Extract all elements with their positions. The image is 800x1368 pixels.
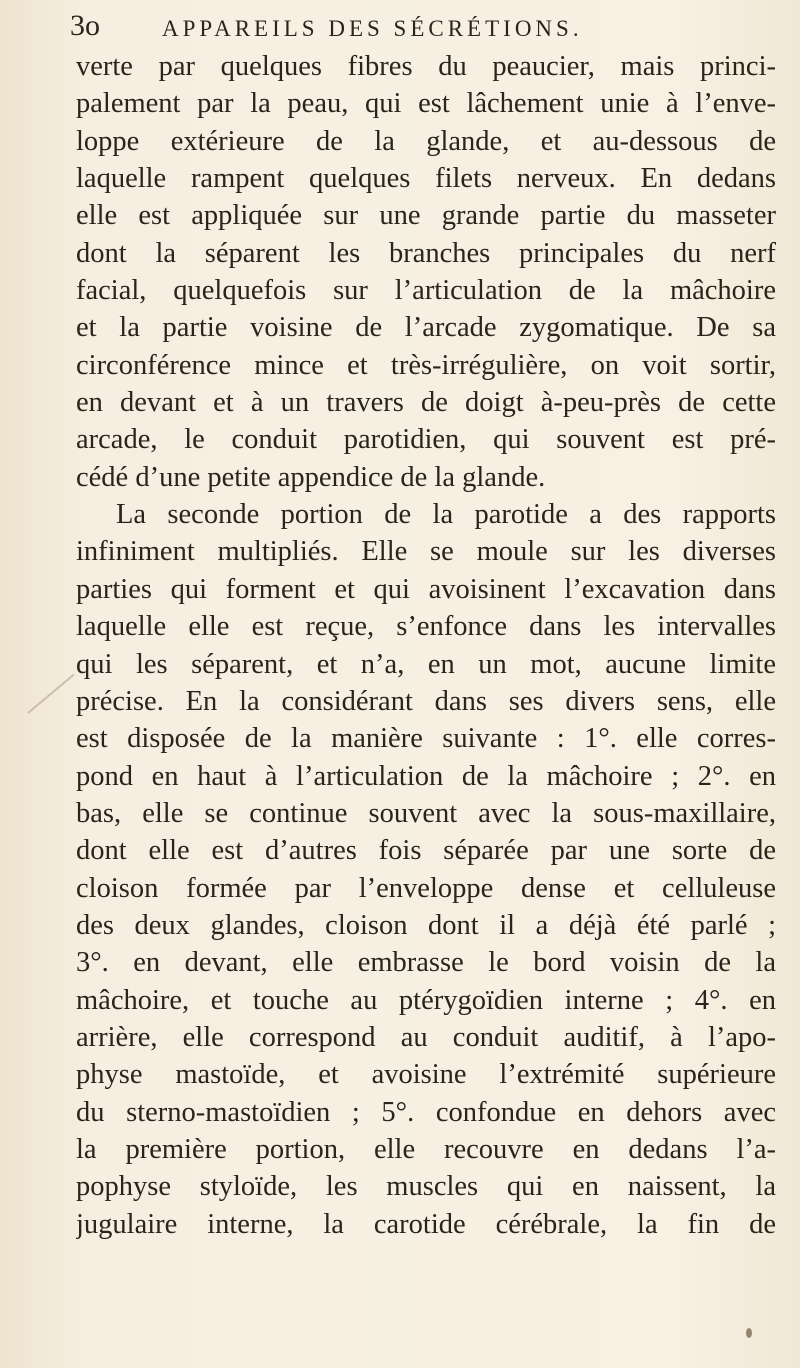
body-text [76,48,776,1243]
paragraph-start-line: La seconde portion de la parotide a des rapports [116,499,776,531]
text-line: facial, quelquefois sur l’articulation de la mâchoire [76,275,776,307]
text-line: cédé d’une petite appendice de la glande. [76,461,546,493]
text-line: laquelle rampent quelques filets nerveux. En dedans [76,163,776,195]
text-line: circonférence mince et très-irrégulière, on voit sortir, [76,349,776,381]
text-line: bas, elle se continue souvent avec la sous-maxillaire, [76,797,776,829]
text-line: 3°. en devant, elle embrasse le bord voisin de la [76,947,776,979]
text-line: physe mastoïde, et avoisine l’extrémité supérieure [76,1059,776,1091]
page-number: 3o [70,9,100,42]
text-line: verte par quelques fibres du peaucier, mais princi- [76,51,776,82]
text-line: pond en haut à l’articulation de la mâchoire ; 2°. en [76,760,776,792]
text-line: précise. En la considérant dans ses divers sens, elle [76,685,776,717]
page-header [70,6,770,52]
ink-speck [746,1328,752,1338]
text-line: dont elle est d’autres fois séparée par une sorte de [76,835,776,867]
running-head: APPAREILS DES SÉCRÉTIONS. [162,16,583,41]
text-line: elle est appliquée sur une grande partie du masseter [76,200,776,232]
text-line: dont la séparent les branches principales du nerf [76,237,776,269]
text-line: cloison formée par l’enveloppe dense et celluleuse [76,872,776,904]
text-line: parties qui forment et qui avoisinent l’excavation dans [76,573,776,605]
text-line: palement par la peau, qui est lâchement unie à l’enve- [76,88,776,120]
text-line: arcade, le conduit parotidien, qui souvent est pré- [76,424,776,456]
text-line: infiniment multipliés. Elle se moule sur les diverses [76,536,776,568]
text-line: et la partie voisine de l’arcade zygomatique. De sa [76,312,776,344]
text-line: est disposée de la manière suivante : 1°. elle corres- [76,723,776,755]
text-line: des deux glandes, cloison dont il a déjà été parlé ; [76,909,776,941]
text-line: mâchoire, et touche au ptérygoïdien interne ; 4°. en [76,984,776,1016]
text-line: du sterno-mastoïdien ; 5°. confondue en dehors avec [76,1096,776,1128]
text-line: en devant et à un travers de doigt à-peu-près de cette [76,387,776,419]
text-line: laquelle elle est reçue, s’enfonce dans les intervalles [76,611,776,643]
text-line: qui les séparent, et n’a, en un mot, aucune limite [76,648,776,680]
text-line: pophyse styloïde, les muscles qui en naissent, la [76,1171,776,1203]
pencil-mark [27,674,74,714]
text-line: loppe extérieure de la glande, et au-dessous de [76,125,776,157]
text-line: la première portion, elle recouvre en dedans l’a- [76,1133,776,1165]
text-line: jugulaire interne, la carotide cérébrale, la fin de [76,1208,776,1240]
text-line: arrière, elle correspond au conduit auditif, à l’apo- [76,1021,776,1053]
